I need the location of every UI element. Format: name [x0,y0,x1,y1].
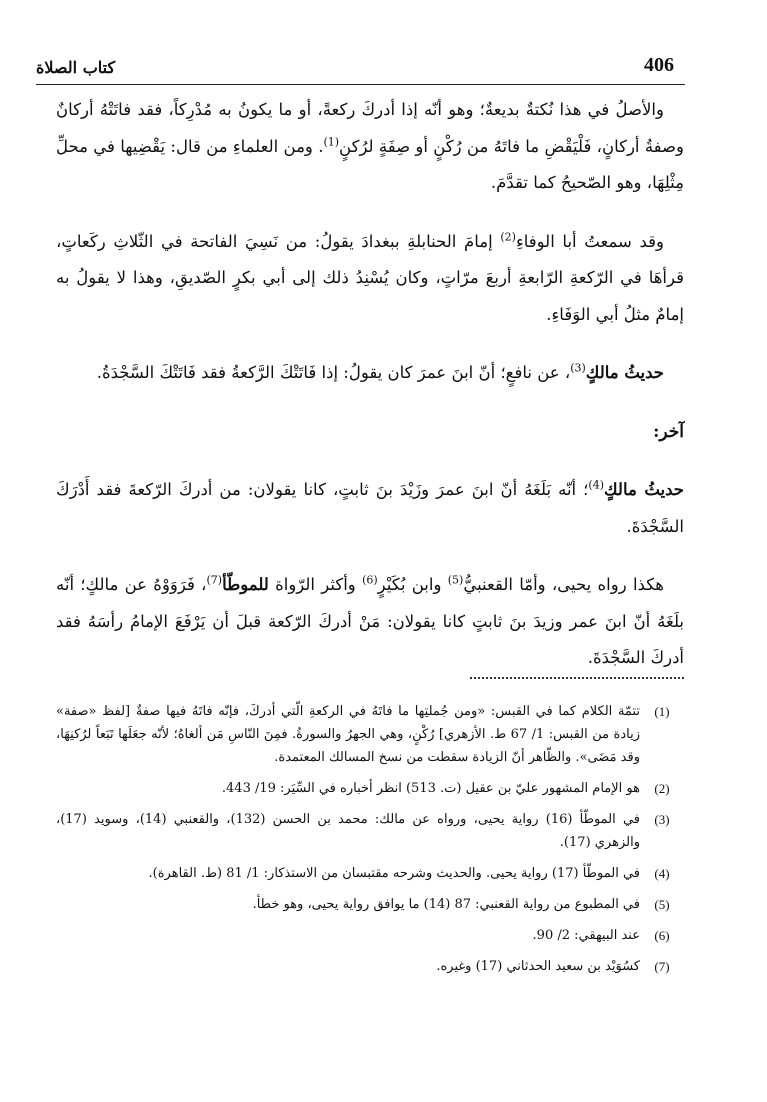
paragraph-3: حديثُ مالكٍ$^{(3)}$، عن نافعٍ؛ أنّ ابنَ عمرَ كان يقولُ: إذا فَاتَتْكَ الرَّكعةُ فقد فَاتَتْكَ السَّجْدَةُ. [96,361,664,382]
footnote [56,700,684,769]
footnote-text: تتمّة الكلام كما في القبس: «ومن جُملتِها ما فاتَهُ في الركعةِ الّتي أدركَ، فإنّه فاتَهُ فيها صفةٌ [لفظ «صفة» زيادة من القبس: 1/ 67 ط. الأزهري] رُكْنٍ، وهي الجهرُ والسورةُ. فمِنَ النّاسِ مَن ألغاهُ؛ لأنّه جعَلَها تَبَعاً لرُكنِهَا، وقد مَضَى». والظّاهر أنّ الزيادة سقطت من نسخ المسالك المعتمدة. [56,704,641,765]
paragraph-1: والأصلُ في هذا نُكتةٌ بديعةٌ؛ وهو أنّه إذا أدركَ ركعةً، أو ما يكونُ به مُدْرِكاً، فقد فاتَتْهُ أركانٌ وصفةُ أركانٍ، فَلْيَقْضِ ما فاتَهُ من رُكْنٍ أو صِفَةٍ لرُكنٍ$^{(1)}$. ومن العلماءِ من قال: يَقْضِيها في محلِّ مِثْلِهَا، وهو الصّحيحُ كما تقدَّمَ. [56,100,684,192]
footnote-number: (7) [654,959,670,974]
footnote [56,808,684,854]
footnote-number: (4) [654,866,670,881]
main-text [56,92,684,699]
footnote-separator [470,677,684,679]
footnote-text: كسُوَيْد بن سعيد الحدثاني (17) وغيره. [436,959,640,974]
footnote [56,924,684,947]
hadith-heading: حديثُ مالكٍ [585,363,664,382]
page-number: 406 [644,54,674,76]
hadith-heading: حديثُ مالكٍ [604,480,685,499]
section-heading: آخر: [653,421,684,442]
paragraph-2: وقد سمعتُ أبا الوفاءِ$^{(2)}$ إمامَ الحنابلةِ ببغدادَ يقولُ: من نَسِيَ الفاتحة في الثّلاثِ ركَعاتٍ، قرأهَا في الرّكعةِ الرّابعةِ أربعَ مرّاتٍ، وكان يُسْنِدُ ذلك إلى أبي بكرٍ الصّديقِ، وهذا لا يقولُ به إمامٌ مثلُ أبي الوَفَاءِ. [56,230,684,324]
footnote [56,893,684,916]
footnotes [56,700,684,986]
footnote-ref: (2) [500,230,516,243]
footnote-number: (3) [654,812,670,827]
footnote-ref: (7) [206,573,223,587]
footnote-ref: (3) [570,361,586,375]
footnote [56,777,684,800]
footnote-text: عند البيهقي: 2/ 90. [532,928,640,943]
paragraph-4: حديثُ مالكٍ$^{(4)}$؛ أنّه بَلَغَهُ أنّ ابنَ عمرَ وزَيْدَ بنَ ثابتٍ، كانا يقولان: من أدركَ الرّكعةَ فقد أَدْرَكَ السَّجْدَةَ. [56,478,685,536]
footnote-text: في الموطّأ (17) رواية يحيى. والحديث وشرحه مقتبسان من الاستذكار: 1/ 81 (ط. القاهرة). [148,866,640,881]
footnote-text: في المطبوع من رواية القعنبي: 87 (14) ما يوافق رواية يحيى، وهو خطأ. [252,897,640,912]
paragraph-5: هكذا رواه يحيى، وأمّا القعنبيُّ$^{(5)}$ وابن بُكَيْرٍ$^{(6)}$ وأكثر الرّواة للموطّأ$^{(7)}$، فَرَوَوْهُ عن مالكٍ؛ أنّه بلَغَهُ أنّ ابنَ عمر وزيدَ بنَ ثابتٍ كانا يقولان: مَنْ أدركَ الرّكعة قبلَ أن يَرْفَعَ الإمامُ رأسَهُ فقد أدركَ السَّجْدَةَ. [56,573,684,667]
footnote-number: (6) [654,928,670,943]
footnote-number: (5) [654,897,670,912]
footnote-number: (2) [654,781,670,796]
footnote [56,955,684,978]
footnote-ref: (5) [447,573,464,587]
footnote [56,862,684,885]
page-header [36,50,685,85]
footnote-ref: (4) [588,478,605,492]
chapter-title: كتاب الصلاة [36,58,116,77]
footnote-ref: (1) [323,135,340,148]
footnote-text: في الموطّأ (16) رواية يحيى، ورواه عن مالك: محمد بن الحسن (132)، والقعنبي (14)، وسويد (17)، والزهري (17). [56,812,641,850]
footnote-text: هو الإمام المشهور عليّ بن عقيل (ت. 513) انظر أخباره في السِّيَر: 19/ 443. [221,781,640,796]
footnote-number: (1) [654,704,670,719]
footnote-ref: (6) [362,573,378,587]
